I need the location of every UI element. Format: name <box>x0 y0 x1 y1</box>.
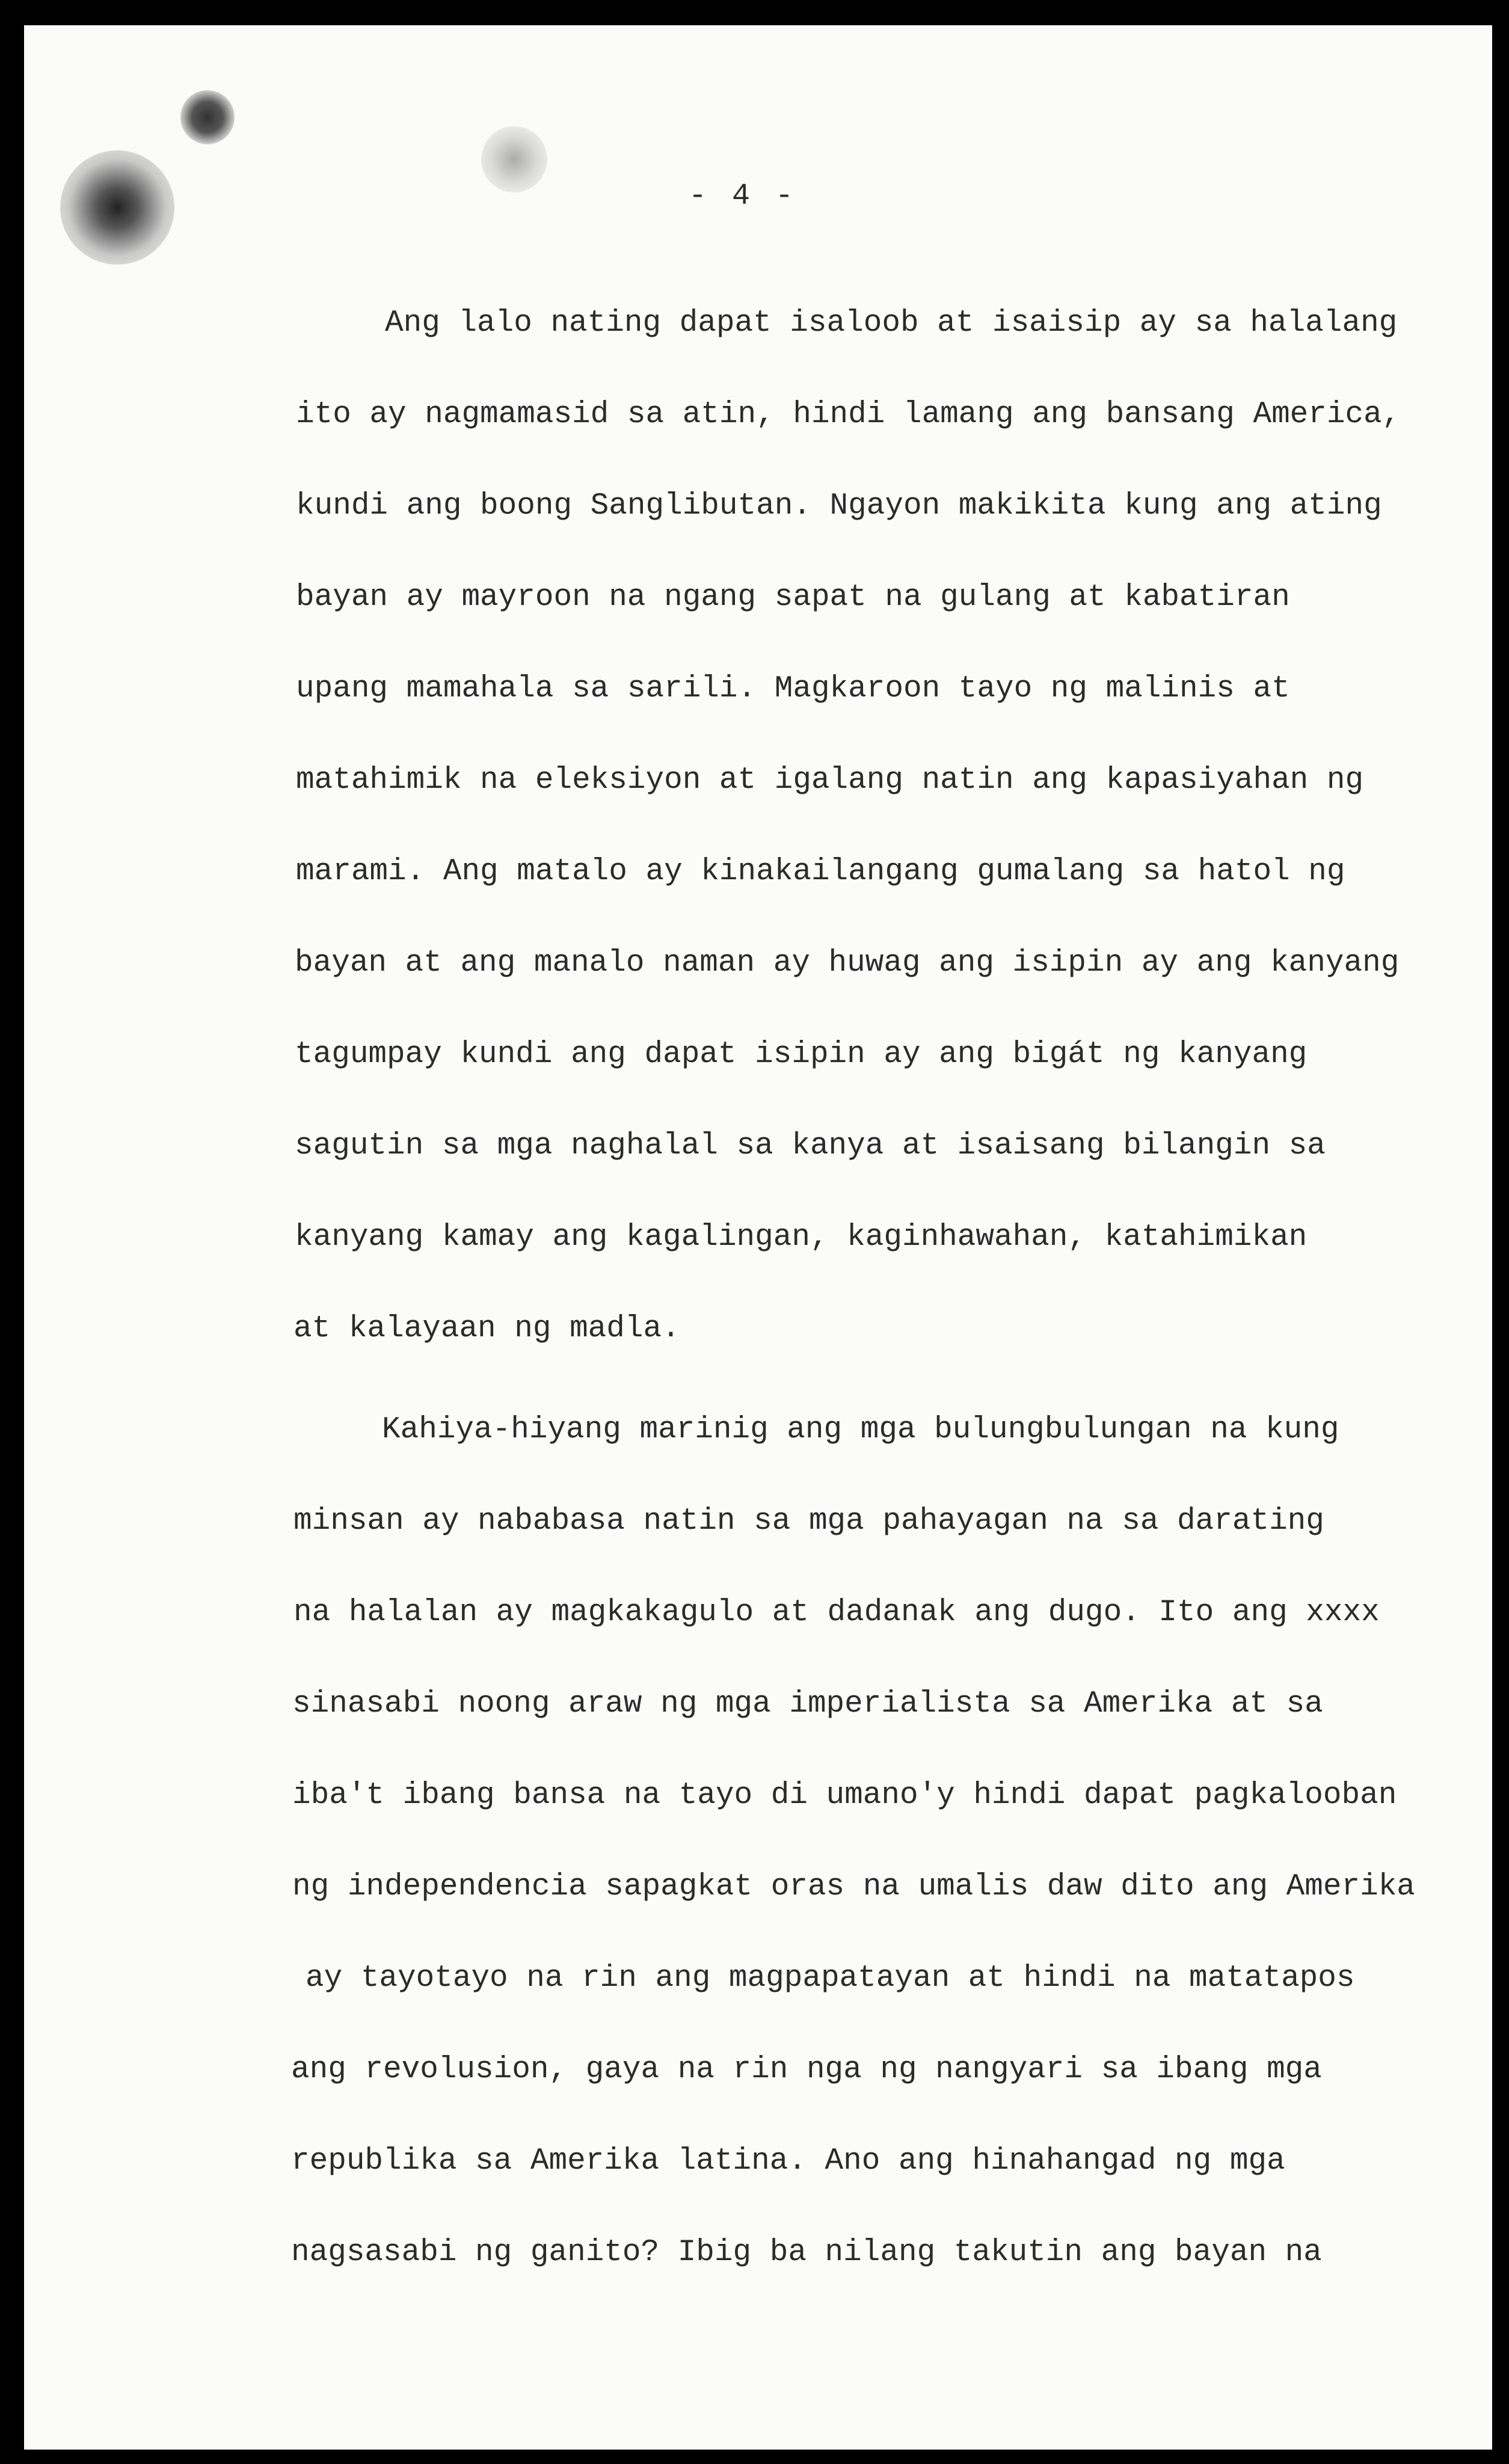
scan-border-bottom <box>0 2450 1509 2464</box>
text-line: bayan ay mayroon na ngang sapat na gulang at kabatiran <box>296 580 1290 615</box>
text-line: Kahiya-hiyang marinig ang mga bulungbulungan na kung <box>382 1413 1339 1447</box>
ink-stain <box>481 126 547 192</box>
page-number: - 4 - <box>689 179 798 214</box>
text-line: ito ay nagmamasid sa atin, hindi lamang ang bansang America, <box>296 398 1401 432</box>
scan-border-right <box>1492 0 1509 2464</box>
text-line: matahimik na eleksiyon at igalang natin ang kapasiyahan ng <box>296 763 1364 797</box>
text-line: sagutin sa mga naghalal sa kanya at isaisang bilangin sa <box>295 1129 1326 1163</box>
text-line: ang revolusion, gaya na rin nga ng nangyari sa ibang mga <box>291 2053 1322 2087</box>
text-line: kanyang kamay ang kagalingan, kaginhawahan, katahimikan <box>295 1220 1308 1255</box>
text-line: minsan ay nababasa natin sa mga pahayagan na sa darating <box>294 1504 1324 1538</box>
scan-border-left <box>0 0 24 2464</box>
text-line: na halalan ay magkakagulo at dadanak ang dugo. Ito ang xxxx <box>294 1596 1380 1630</box>
text-line: ay tayotayo na rin ang magpapatayan at hindi na matatapos <box>306 1961 1355 1995</box>
text-line: upang mamahala sa sarili. Magkaroon tayo ng malinis at <box>296 672 1290 706</box>
scan-border-top <box>0 0 1509 25</box>
text-line: bayan at ang manalo naman ay huwag ang isipin ay ang kanyang <box>295 946 1400 980</box>
text-line: republika sa Amerika latina. Ano ang hinahangad ng mga <box>291 2144 1285 2178</box>
text-line: nagsasabi ng ganito? Ibig ba nilang takutin ang bayan na <box>291 2235 1322 2270</box>
text-line: sinasabi noong araw ng mga imperialista sa Amerika at sa <box>292 1687 1323 1721</box>
ink-stain <box>60 150 174 265</box>
text-line: marami. Ang matalo ay kinakailangang gumalang sa hatol ng <box>296 855 1345 889</box>
text-line: Ang lalo nating dapat isaloob at isaisip ay sa halalang <box>385 306 1398 340</box>
ink-stain <box>180 90 235 144</box>
text-line: iba't ibang bansa na tayo di umano'y hindi dapat pagkalooban <box>292 1778 1397 1813</box>
text-line: tagumpay kundi ang dapat isipin ay ang bigát ng kanyang <box>295 1037 1308 1072</box>
text-line: at kalayaan ng madla. <box>294 1312 680 1346</box>
text-line: kundi ang boong Sanglibutan. Ngayon makikita kung ang ating <box>296 489 1382 523</box>
text-line: ng independencia sapagkat oras na umalis daw dito ang Amerika <box>292 1870 1415 1904</box>
